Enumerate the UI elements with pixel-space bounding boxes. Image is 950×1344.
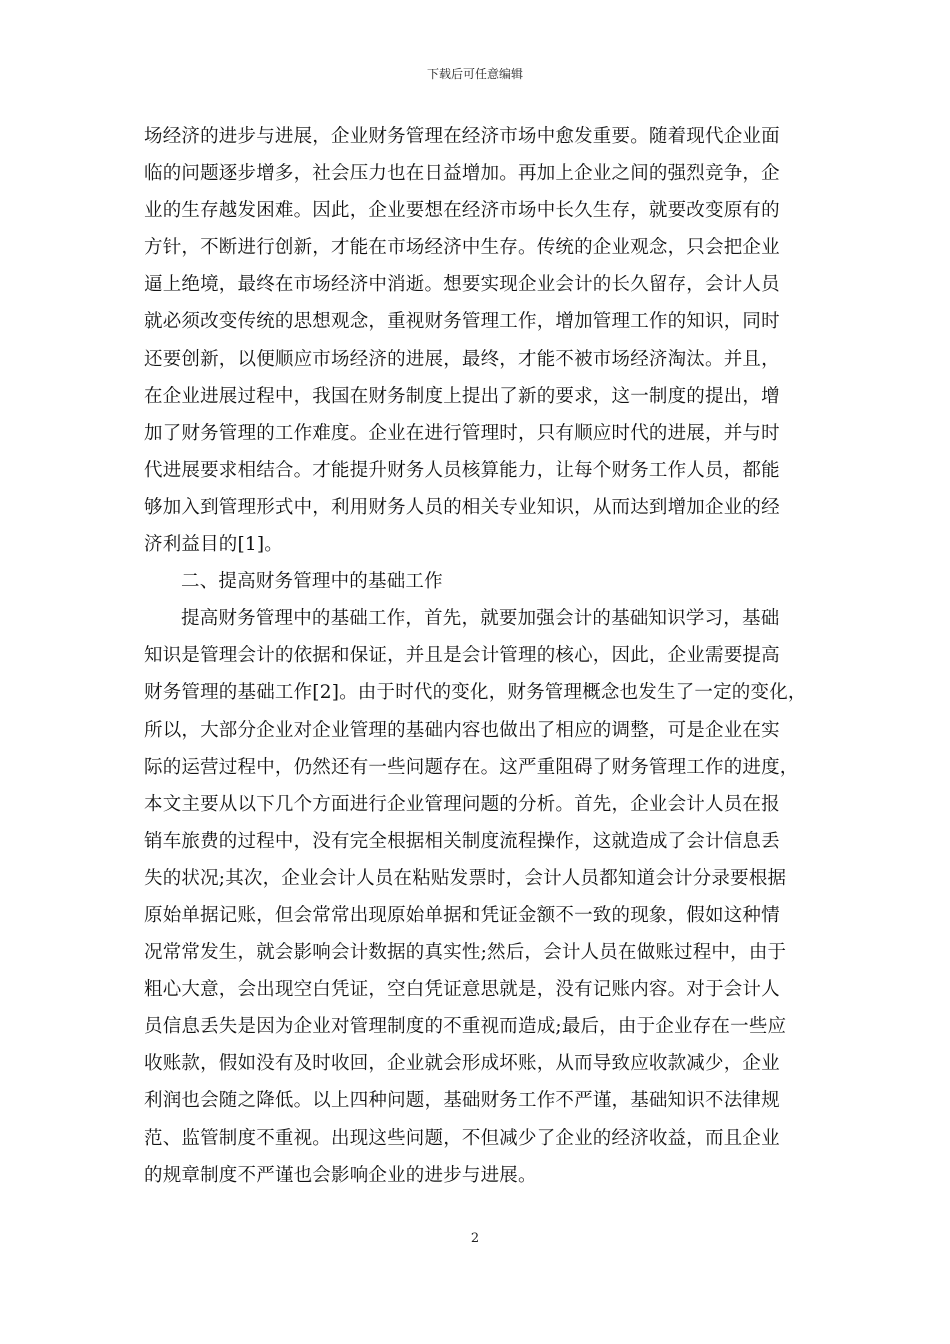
paragraph-line: 销车旅费的过程中，没有完全根据相关制度流程操作，这就造成了会计信息丢 — [144, 830, 780, 852]
paragraph-line: 临的问题逐步增多，社会压力也在日益增加。再加上企业之间的强烈竞争，企 — [144, 163, 780, 185]
paragraph-line: 还要创新，以便顺应市场经济的进展，最终，才能不被市场经济淘汰。并且， — [144, 348, 780, 370]
document-body — [144, 118, 814, 1194]
paragraph-line: 际的运营过程中，仍然还有一些问题存在。这严重阻碍了财务管理工作的进度， — [144, 756, 799, 778]
paragraph-line: 的规章制度不严谨也会影响企业的进步与进展。 — [144, 1164, 537, 1186]
paragraph-line: 代进展要求相结合。才能提升财务人员核算能力，让每个财务工作人员，都能 — [144, 459, 780, 481]
paragraph-line: 粗心大意，会出现空白凭证，空白凭证意思就是，没有记账内容。对于会计人 — [144, 979, 780, 1001]
paragraph-line: 提高财务管理中的基础工作，首先，就要加强会计的基础知识学习，基础 — [181, 608, 780, 630]
paragraph-line: 逼上绝境，最终在市场经济中消逝。想要实现企业会计的长久留存，会计人员 — [144, 274, 780, 296]
paragraph-line: 所以，大部分企业对企业管理的基础内容也做出了相应的调整，可是企业在实 — [144, 719, 780, 741]
paragraph-line: 业的生存越发困难。因此，企业要想在经济市场中长久生存，就要改变原有的 — [144, 200, 780, 222]
section-heading: 二、提高财务管理中的基础工作 — [181, 571, 443, 593]
paragraph-line: 济利益目的[1]。 — [144, 534, 284, 556]
page-header: 下载后可任意编辑 — [426, 67, 523, 81]
paragraph-line: 原始单据记账，但会常常出现原始单据和凭证金额不一致的现象，假如这种情 — [144, 904, 780, 926]
paragraph-line: 加了财务管理的工作难度。企业在进行管理时，只有顺应时代的进展，并与时 — [144, 422, 780, 444]
paragraph-line: 方针，不断进行创新，才能在市场经济中生存。传统的企业观念，只会把企业 — [144, 237, 780, 259]
paragraph-line: 够加入到管理形式中，利用财务人员的相关专业知识，从而达到增加企业的经 — [144, 496, 780, 518]
paragraph-line: 况常常发生，就会影响会计数据的真实性;然后，会计人员在做账过程中，由于 — [144, 942, 787, 964]
paragraph-line: 在企业进展过程中，我国在财务制度上提出了新的要求，这一制度的提出，增 — [144, 385, 780, 407]
paragraph-line: 员信息丢失是因为企业对管理制度的不重视而造成;最后，由于企业存在一些应 — [144, 1016, 787, 1038]
paragraph-line: 场经济的进步与进展，企业财务管理在经济市场中愈发重要。随着现代企业面 — [144, 126, 780, 147]
paragraph-line: 利润也会随之降低。以上四种问题，基础财务工作不严谨，基础知识不法律规 — [144, 1090, 780, 1112]
paragraph-line: 范、监管制度不重视。出现这些问题，不但减少了企业的经济收益，而且企业 — [144, 1127, 780, 1149]
paragraph-line: 收账款，假如没有及时收回，企业就会形成坏账，从而导致应收款减少，企业 — [144, 1053, 780, 1075]
paragraph-line: 失的状况;其次，企业会计人员在粘贴发票时，会计人员都知道会计分录要根据 — [144, 867, 787, 889]
paragraph-line: 知识是管理会计的依据和保证，并且是会计管理的核心，因此，企业需要提高 — [144, 645, 780, 667]
paragraph-line: 就必须改变传统的思想观念，重视财务管理工作，增加管理工作的知识，同时 — [144, 311, 780, 333]
paragraph-line: 本文主要从以下几个方面进行企业管理问题的分析。首先，企业会计人员在报 — [144, 793, 780, 815]
paragraph-line: 财务管理的基础工作[2]。由于时代的变化，财务管理概念也发生了一定的变化， — [144, 682, 807, 704]
page-number: 2 — [470, 1231, 480, 1246]
